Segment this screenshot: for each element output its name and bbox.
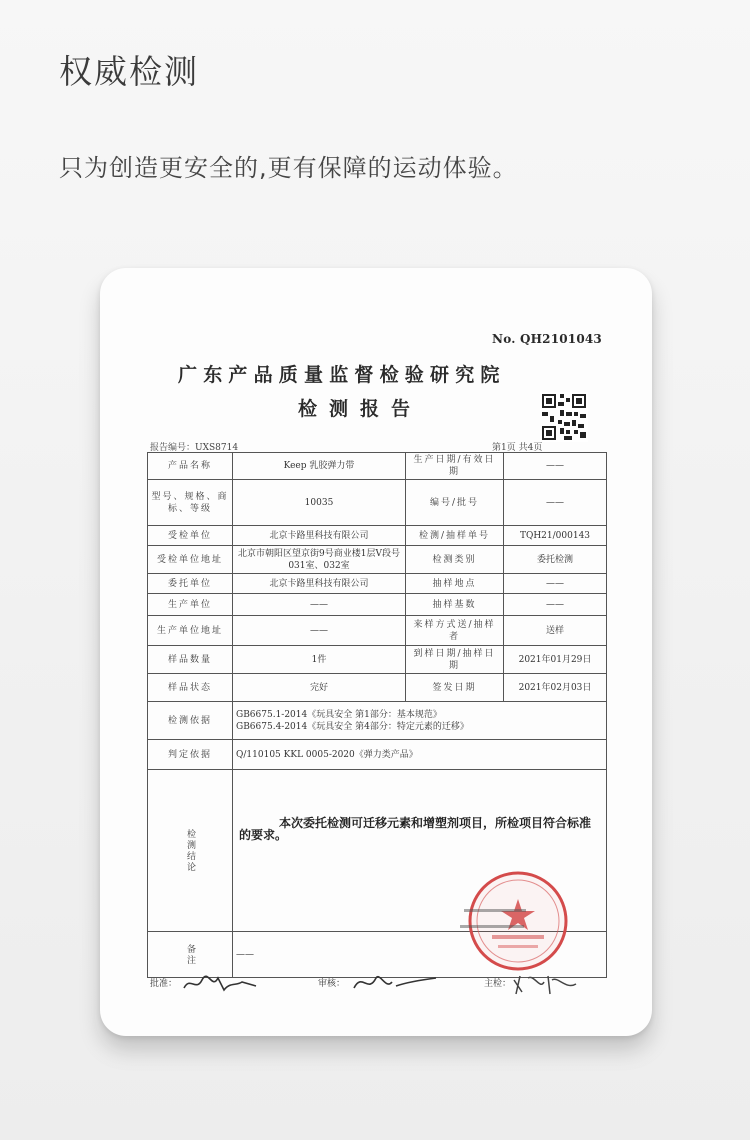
reviewer-signature (350, 968, 440, 998)
institute-name: 广东产品质量监督检验研究院 (178, 364, 506, 386)
label-standards: 检测依据 (148, 702, 233, 740)
standard-line-1: GB6675.1-2014《玩具安全 第1部分：基本规范》 (236, 709, 442, 720)
label-sample-state: 样品状态 (148, 674, 233, 702)
approver-signature (180, 970, 260, 996)
value-sample-qty: 1件 (233, 646, 406, 674)
report-title: 检测报告 (298, 398, 423, 420)
approver-label: 批准： (150, 979, 178, 989)
official-seal-icon (456, 869, 576, 977)
page-info: 第1页 共4页 (492, 443, 543, 453)
value-manufacturer: —— (233, 594, 406, 616)
value-manufacturer-address: —— (233, 616, 406, 646)
value-test-type: 委托检测 (504, 546, 607, 574)
label-conclusion: 检测结论 (148, 770, 233, 932)
table-row (148, 646, 607, 674)
label-manufacturer-address: 生产单位地址 (148, 616, 233, 646)
table-row (148, 616, 607, 646)
inspection-report (100, 268, 652, 1036)
value-sample-base: —— (504, 594, 607, 616)
label-manufacturer: 生产单位 (148, 594, 233, 616)
label-commissioner: 委托单位 (148, 574, 233, 594)
table-row (148, 594, 607, 616)
label-model: 型号、规格、商标、等级 (148, 480, 233, 526)
label-batch-no: 编号/批号 (406, 480, 504, 526)
value-arrival-date: 2021年01月29日 (504, 646, 607, 674)
table-row (148, 574, 607, 594)
table-row (148, 546, 607, 574)
label-remarks: 备注 (148, 932, 233, 978)
value-sampling-site: —— (504, 574, 607, 594)
table-row (148, 702, 607, 740)
label-sample-qty: 样品数量 (148, 646, 233, 674)
inspector-signature (510, 970, 580, 998)
page-subtitle: 只为创造更安全的,更有保障的运动体验。 (59, 154, 518, 182)
report-card (100, 268, 652, 1036)
inspector-label: 主检： (484, 979, 512, 989)
value-batch-no: —— (504, 480, 607, 526)
label-judgement: 判定依据 (148, 740, 233, 770)
table-row (148, 480, 607, 526)
value-issue-date: 2021年02月03日 (504, 674, 607, 702)
label-sampling-method: 来样方式送/抽样者 (406, 616, 504, 646)
standard-line-2: GB6675.4-2014《玩具安全 第4部分：特定元素的迁移》 (236, 721, 469, 732)
value-remarks: —— (233, 932, 607, 978)
value-sample-state: 完好 (233, 674, 406, 702)
value-product-name: Keep 乳胶弹力带 (233, 453, 406, 480)
label-sampling-site: 抽样地点 (406, 574, 504, 594)
value-conclusion: 本次委托检测可迁移元素和增塑剂项目，所检项目符合标准的要求。 (233, 770, 607, 932)
document-number: No. QH2101043 (492, 332, 602, 346)
label-product-name: 产品名称 (148, 453, 233, 480)
table-row (148, 740, 607, 770)
label-production-date: 生产日期/有效日期 (406, 453, 504, 480)
table-row (148, 453, 607, 480)
label-test-order-no: 检测/抽样单号 (406, 526, 504, 546)
value-standards (233, 702, 607, 740)
label-arrival-date: 到样日期/抽样日期 (406, 646, 504, 674)
report-number: 报告编号：UXS8714 (150, 443, 239, 453)
value-judgement: Q/110105 KKL 0005-2020《弹力类产品》 (233, 740, 607, 770)
qr-code-icon (540, 392, 588, 442)
value-client-address: 北京市朝阳区望京街9号商业楼1层V段号031室、032室 (233, 546, 406, 574)
value-commissioner: 北京卡路里科技有限公司 (233, 574, 406, 594)
label-test-type: 检测类别 (406, 546, 504, 574)
value-client: 北京卡路里科技有限公司 (233, 526, 406, 546)
label-client-address: 受检单位地址 (148, 546, 233, 574)
value-sampling-method: 送样 (504, 616, 607, 646)
table-row (148, 526, 607, 546)
reviewer-label: 审核： (318, 979, 346, 989)
page-title: 权威检测 (59, 52, 199, 91)
value-model: 10035 (233, 480, 406, 526)
label-sample-base: 抽样基数 (406, 594, 504, 616)
value-production-date: —— (504, 453, 607, 480)
label-client: 受检单位 (148, 526, 233, 546)
value-test-order-no: TQH21/000143 (504, 526, 607, 546)
table-row (148, 674, 607, 702)
label-issue-date: 签发日期 (406, 674, 504, 702)
